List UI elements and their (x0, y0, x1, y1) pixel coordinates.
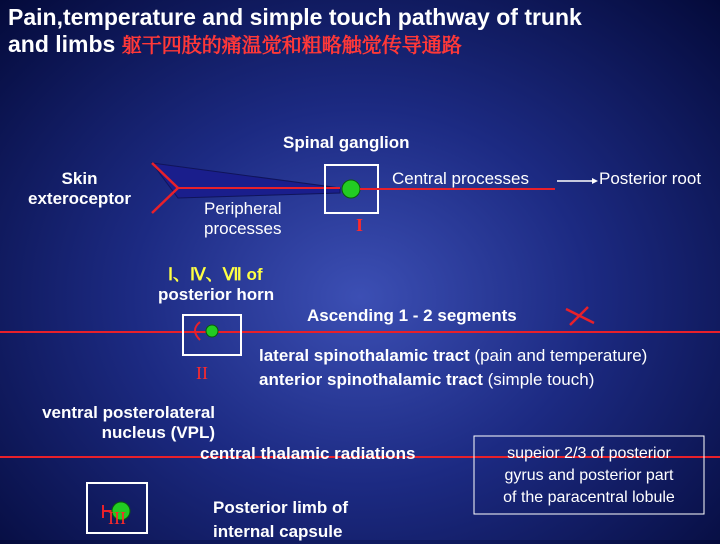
internal-capsule-label: Posterior limb of internal capsule (213, 498, 349, 541)
neuron-I-label: I (356, 215, 364, 235)
neuron-II-label: II (196, 363, 208, 383)
vpl-label: ventral posterolateral nucleus (VPL) (42, 403, 215, 442)
ascending-cross-b (570, 307, 588, 325)
posterior-root-label: Posterior root (599, 169, 702, 188)
central-thalamic-label: central thalamic radiations (200, 444, 416, 463)
skin-exteroceptor-label: Skin exteroceptor (28, 169, 131, 208)
central-processes-label: Central processes (392, 169, 530, 188)
anterior-tract-label: anterior spinothalamic tract (simple touch) (259, 370, 595, 389)
spinal-ganglion-label: Spinal ganglion (283, 133, 410, 152)
peripheral-processes-label: Peripheral processes (204, 199, 282, 238)
lateral-tract-label: lateral spinothalamic tract (pain and temperature) (259, 346, 648, 365)
title-en-line2: and limbs (8, 31, 122, 57)
peripheral-nerve-wedge (152, 163, 340, 198)
receptor-fork-lower (152, 188, 178, 213)
posterior-horn-label: Ⅰ、Ⅳ、Ⅶ of posterior horn (158, 265, 275, 304)
neuron-III-label: III (108, 508, 126, 528)
neuron-II-body (206, 325, 218, 337)
neuron-I-body (342, 180, 360, 198)
ascending-label: Ascending 1 - 2 segments (307, 306, 517, 325)
title-en-line1: Pain,temperature and simple touch pathway of trunk (8, 4, 582, 30)
cortex-label: supeior 2/3 of posterior gyrus and posterior part of the paracentral lobule (503, 445, 675, 506)
title-cn: 躯干四肢的痛温觉和粗略触觉传导通路 (121, 35, 462, 57)
